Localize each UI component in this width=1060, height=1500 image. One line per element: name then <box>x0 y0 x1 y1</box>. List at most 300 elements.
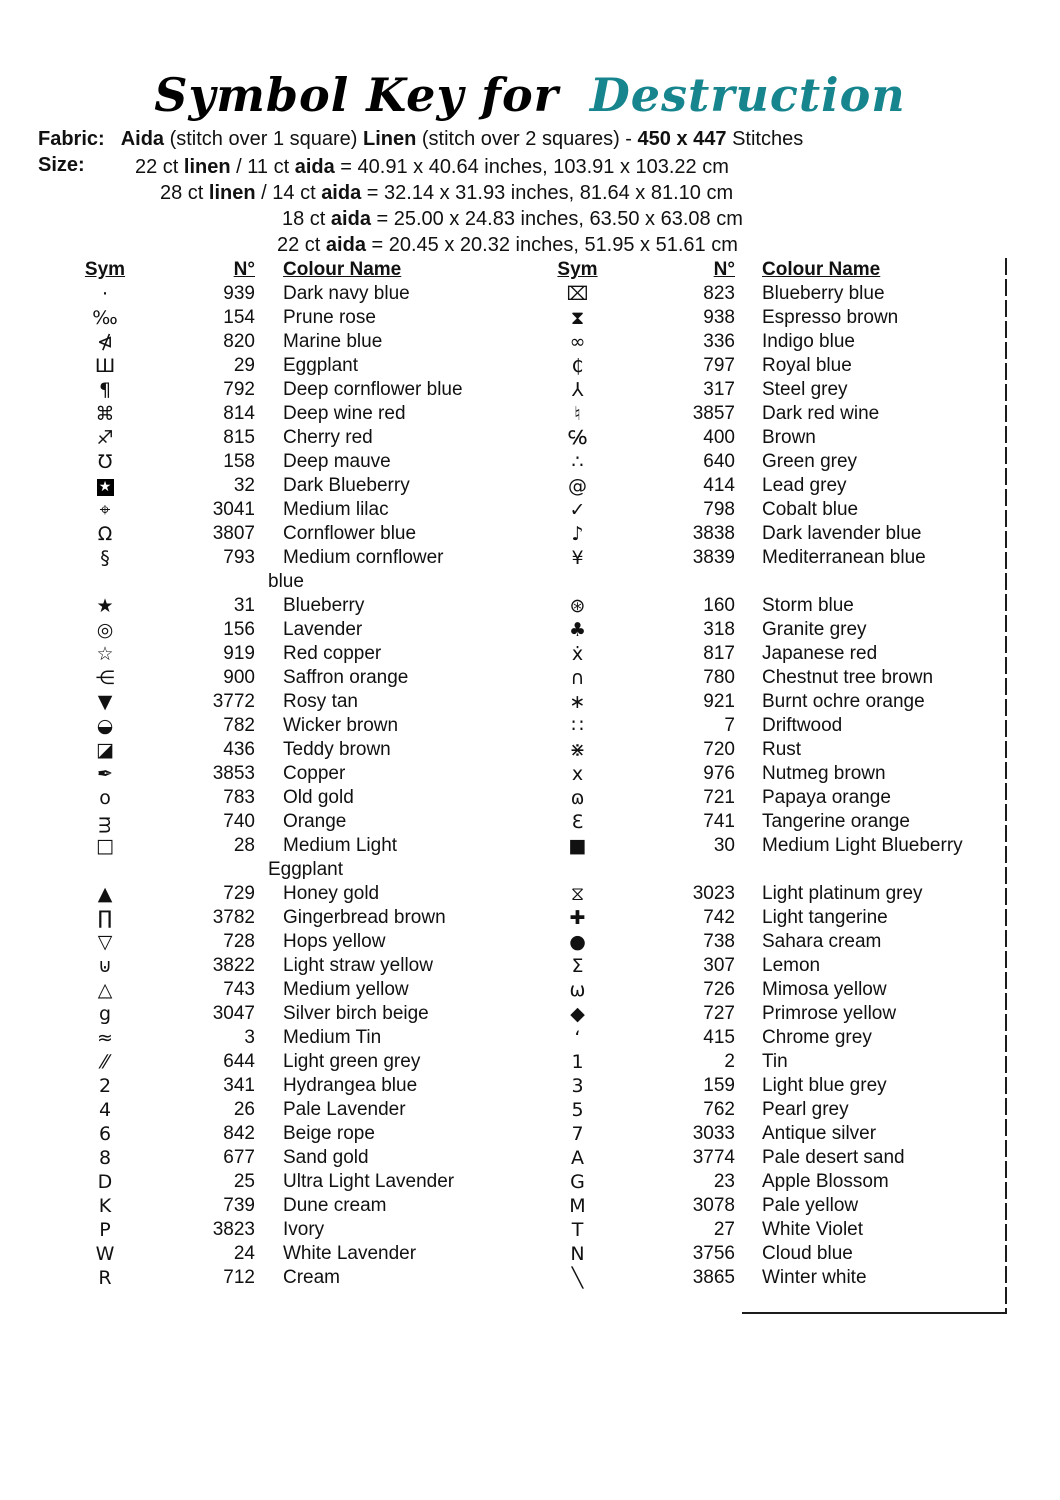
key-row <box>60 282 1010 306</box>
number-cell: 3078 <box>692 1195 735 1216</box>
symbol-cell: § <box>100 547 110 569</box>
symbol-cell: ⁄⁄ <box>101 1051 109 1073</box>
number-cell: 3857 <box>692 403 735 424</box>
colour-name-cell: Dark lavender blue <box>762 523 922 544</box>
number-cell: 640 <box>703 451 735 472</box>
symbol-cell: ■ <box>568 835 587 857</box>
number-cell: 823 <box>703 283 735 304</box>
title-pattern-name: Destruction <box>589 68 906 122</box>
colour-name-cell: Deep wine red <box>283 403 406 424</box>
colour-name-cell: Steel grey <box>762 379 848 400</box>
number-cell: 25 <box>233 1171 255 1192</box>
colour-name-cell: Chestnut tree brown <box>762 667 934 688</box>
key-row <box>60 354 1010 378</box>
size-label: Size: <box>38 154 85 176</box>
number-cell: 644 <box>223 1051 255 1072</box>
title-prefix: Symbol Key for <box>154 68 559 122</box>
colour-name-cell: Pale desert sand <box>762 1147 905 1168</box>
key-row <box>60 594 1010 618</box>
symbol-cell: □ <box>96 835 114 857</box>
key-row <box>60 1098 1010 1122</box>
symbol-cell: ₵ <box>571 355 584 377</box>
symbol-cell: ☆ <box>96 643 114 665</box>
symbol-cell: ● <box>569 931 586 953</box>
symbol-cell: ∴ <box>571 451 584 473</box>
colour-name-cell: Cloud blue <box>762 1243 853 1264</box>
number-cell: 797 <box>703 355 735 376</box>
symbol-cell: K <box>98 1195 112 1217</box>
colour-name-cell: Storm blue <box>762 595 854 616</box>
symbol-cell: ¶ <box>98 379 112 401</box>
symbol-cell: ◪ <box>96 739 114 761</box>
key-row <box>60 1266 1010 1290</box>
key-row <box>60 546 1010 570</box>
symbol-cell: ◎ <box>96 619 114 641</box>
colour-name-cell: Royal blue <box>762 355 852 376</box>
text-segment: linen <box>183 156 231 178</box>
colour-name-cell: Teddy brown <box>283 739 391 760</box>
text-segment: 22 ct <box>135 156 184 178</box>
text-segment: 22 ct <box>277 234 326 256</box>
text-segment: = 20.45 x 20.32 inches, 51.95 x 51.61 cm <box>365 234 738 256</box>
symbol-cell: 3 <box>571 1075 584 1097</box>
colour-name-cell: Medium Tin <box>283 1027 382 1048</box>
symbol-cell: · <box>101 283 109 305</box>
key-row <box>60 618 1010 642</box>
colour-name-cell: Dark Blueberry <box>283 475 410 496</box>
number-cell: 842 <box>223 1123 255 1144</box>
colour-name-cell: Ivory <box>283 1219 325 1240</box>
symbol-cell: 2 <box>98 1075 112 1097</box>
size-line <box>0 206 1060 232</box>
colour-name-cell: Honey gold <box>283 883 380 904</box>
colour-name-cell: White Violet <box>762 1219 864 1240</box>
key-row <box>60 810 1010 834</box>
key-row <box>60 906 1010 930</box>
colour-name-cell: Deep cornflower blue <box>283 379 463 400</box>
key-row <box>60 1026 1010 1050</box>
key-row <box>60 1194 1010 1218</box>
colour-name-cell: Antique silver <box>762 1123 877 1144</box>
colour-name-cell: Copper <box>283 763 346 784</box>
colour-name-cell: Tin <box>762 1051 788 1072</box>
symbol-cell: ᴟ <box>98 811 112 833</box>
header-num-right: N° <box>713 259 735 280</box>
symbol-cell: o <box>99 787 111 809</box>
header-num-left: N° <box>233 259 255 280</box>
symbol-cell: T <box>571 1219 584 1241</box>
symbol-cell: ℅ <box>567 427 588 449</box>
number-cell: 739 <box>223 1195 255 1216</box>
number-cell: 158 <box>223 451 255 472</box>
key-row <box>60 378 1010 402</box>
symbol-cell: ╲ <box>571 1267 584 1289</box>
number-cell: 939 <box>223 283 255 304</box>
number-cell: 741 <box>703 811 735 832</box>
colour-name-cell: Driftwood <box>762 715 843 736</box>
colour-name-cell: Deep mauve <box>283 451 391 472</box>
symbol-cell: ɷ <box>570 787 585 809</box>
symbol-cell: ⌘ <box>95 403 115 425</box>
symbol-cell: ʻ <box>574 1027 581 1049</box>
colour-name-cell: Apple Blossom <box>762 1171 889 1192</box>
number-cell: 792 <box>223 379 255 400</box>
colour-name-cell: Burnt ochre orange <box>762 691 925 712</box>
number-cell: 154 <box>223 307 255 328</box>
number-cell: 307 <box>703 955 735 976</box>
fabric-label: Fabric: <box>38 128 105 150</box>
colour-name-cell: Cherry red <box>283 427 373 448</box>
colour-name-cell: Medium Light <box>283 835 398 856</box>
colour-name-cell: Lemon <box>762 955 821 976</box>
symbol-cell: ∷ <box>571 715 584 737</box>
symbol-cell: ⋇ <box>569 739 586 761</box>
table-right-border <box>1005 258 1007 1314</box>
key-row <box>60 1146 1010 1170</box>
colour-name-cell: Orange <box>283 811 347 832</box>
key-row <box>60 930 1010 954</box>
symbol-cell: ✚ <box>569 907 586 929</box>
colour-name-cell: Hops yellow <box>283 931 386 952</box>
number-cell: 27 <box>713 1219 735 1240</box>
key-row <box>60 1122 1010 1146</box>
text-segment: aida <box>294 156 335 178</box>
header-sym-right: Sym <box>557 259 598 280</box>
key-row <box>60 1074 1010 1098</box>
key-row <box>60 1050 1010 1074</box>
number-cell: 160 <box>703 595 735 616</box>
number-cell: 3774 <box>692 1147 735 1168</box>
colour-name-cell: Cobalt blue <box>762 499 859 520</box>
colour-name-cell: Pale Lavender <box>283 1099 406 1120</box>
key-row <box>60 474 1010 498</box>
colour-name-cell: Hydrangea blue <box>283 1075 418 1096</box>
symbol-cell: D <box>97 1171 113 1193</box>
text-segment: aida <box>330 208 371 230</box>
text-segment: 28 ct <box>160 182 209 204</box>
colour-name-cell: Light straw yellow <box>283 955 433 976</box>
symbol-cell: 6 <box>98 1123 112 1145</box>
key-row <box>60 954 1010 978</box>
colour-name-cell: Mediterranean blue <box>762 547 926 568</box>
colour-name-cell: Marine blue <box>283 331 383 352</box>
symbol-cell: Ɛ <box>571 811 584 833</box>
colour-name-cell: Old gold <box>283 787 354 808</box>
symbol-cell: ‰ <box>92 307 118 329</box>
symbol-cell: g <box>98 1003 112 1025</box>
symbol-cell: 4 <box>98 1099 112 1121</box>
text-segment: aida <box>321 182 362 204</box>
number-cell: 3 <box>244 1027 255 1048</box>
number-cell: 721 <box>703 787 735 808</box>
number-cell: 782 <box>223 715 255 736</box>
symbol-cell: ♮ <box>574 403 581 425</box>
colour-name-cell: Japanese red <box>762 643 878 664</box>
number-cell: 740 <box>223 811 255 832</box>
symbol-cell: ▽ <box>97 931 113 953</box>
number-cell: 24 <box>233 1243 255 1264</box>
symbol-cell: ♪ <box>571 523 584 545</box>
key-row <box>60 1170 1010 1194</box>
colour-name-cell: Mimosa yellow <box>762 979 887 1000</box>
text-segment: = 32.14 x 31.93 inches, 81.64 x 81.10 cm <box>361 182 734 204</box>
key-row <box>60 306 1010 330</box>
key-row <box>60 882 1010 906</box>
colour-name-cell: Cornflower blue <box>283 523 417 544</box>
number-cell: 156 <box>223 619 255 640</box>
text-segment: Linen <box>363 128 417 150</box>
colour-name-cell: Light green grey <box>283 1051 421 1072</box>
symbol-cell: 7 <box>571 1123 584 1145</box>
table-bottom-border <box>742 1312 1007 1314</box>
number-cell: 727 <box>703 1003 735 1024</box>
number-cell: 3822 <box>212 955 255 976</box>
colour-name-cell: Blueberry <box>283 595 365 616</box>
symbol-cell: 5 <box>571 1099 584 1121</box>
symbol-cell: R <box>98 1267 112 1289</box>
number-cell: 3772 <box>212 691 255 712</box>
symbol-cell <box>60 474 150 498</box>
colour-name-cell: Beige rope <box>283 1123 375 1144</box>
key-row <box>60 738 1010 762</box>
colour-name-cell: Chrome grey <box>762 1027 872 1048</box>
colour-name-cell: Pale yellow <box>762 1195 859 1216</box>
key-row <box>60 834 1010 858</box>
symbol-cell: ∗ <box>569 691 586 713</box>
number-cell: 31 <box>233 595 255 616</box>
number-cell: 3782 <box>212 907 255 928</box>
size-lines <box>0 154 1060 258</box>
text-segment: / 11 ct <box>230 156 295 178</box>
number-cell: 3865 <box>692 1267 735 1288</box>
number-cell: 762 <box>703 1099 735 1120</box>
colour-name-cell: Nutmeg brown <box>762 763 886 784</box>
key-row <box>60 1242 1010 1266</box>
text-segment: 18 ct <box>282 208 331 230</box>
colour-name-cell: Winter white <box>762 1267 867 1288</box>
colour-name-cell: Dark red wine <box>762 403 880 424</box>
symbol-cell: ≈ <box>97 1027 113 1049</box>
symbol-cell: ▼ <box>97 691 113 713</box>
text-segment: Stitches <box>726 128 804 150</box>
colour-name-continuation: Eggplant <box>268 859 344 880</box>
number-cell: 415 <box>703 1027 735 1048</box>
symbol-cell: ∩ <box>570 667 585 689</box>
colour-name-cell: Primrose yellow <box>762 1003 897 1024</box>
number-cell: 29 <box>233 355 255 376</box>
colour-name-cell: Medium Light Blueberry <box>762 835 963 856</box>
symbol-cell: ⊍ <box>98 955 112 977</box>
symbol-cell: P <box>99 1219 111 1241</box>
text-segment: aida <box>325 234 366 256</box>
colour-name-cell: Dark navy blue <box>283 283 410 304</box>
symbol-cell: N <box>570 1243 585 1265</box>
number-cell: 976 <box>703 763 735 784</box>
colour-name-cell: Light blue grey <box>762 1075 887 1096</box>
page-title <box>0 68 1060 122</box>
number-cell: 729 <box>223 883 255 904</box>
text-segment: / 14 ct <box>255 182 322 204</box>
key-row <box>60 1218 1010 1242</box>
symbol-cell: 1 <box>571 1051 584 1073</box>
number-cell: 2 <box>724 1051 735 1072</box>
symbol-cell: ◆ <box>570 1003 585 1025</box>
symbol-cell: ⧖ <box>570 883 585 905</box>
colour-name-cell: Saffron orange <box>283 667 409 688</box>
colour-name-cell: Espresso brown <box>762 307 899 328</box>
number-cell: 341 <box>223 1075 255 1096</box>
colour-name-cell: Silver birch beige <box>283 1003 429 1024</box>
key-row <box>60 1002 1010 1026</box>
number-cell: 780 <box>703 667 735 688</box>
wrapped-name-row <box>60 570 1010 594</box>
number-cell: 336 <box>703 331 735 352</box>
number-cell: 317 <box>703 379 735 400</box>
symbol-cell: ★ <box>96 595 114 617</box>
symbol-cell: ẋ <box>571 643 584 665</box>
number-cell: 3023 <box>692 883 735 904</box>
number-cell: 26 <box>233 1099 255 1120</box>
colour-name-cell: Tangerine orange <box>762 811 910 832</box>
symbol-cell: ⋲ <box>95 667 115 689</box>
number-cell: 3033 <box>692 1123 735 1144</box>
symbol-cell: ⅄ <box>571 379 584 401</box>
number-cell: 436 <box>223 739 255 760</box>
colour-name-cell: Cream <box>283 1267 341 1288</box>
colour-name-cell: Prune rose <box>283 307 376 328</box>
colour-name-cell: Light tangerine <box>762 907 888 928</box>
symbol-key-table <box>60 258 1010 1290</box>
number-cell: 900 <box>223 667 255 688</box>
key-row <box>60 330 1010 354</box>
key-row <box>60 666 1010 690</box>
number-cell: 743 <box>223 979 255 1000</box>
text-segment: = 40.91 x 40.64 inches, 103.91 x 103.22 cm <box>334 156 729 178</box>
symbol-cell: ⧗ <box>570 307 585 329</box>
colour-name-cell: Medium cornflower <box>283 547 444 568</box>
size-line <box>0 232 1060 258</box>
number-cell: 3839 <box>692 547 735 568</box>
number-cell: 414 <box>703 475 735 496</box>
number-cell: 32 <box>233 475 255 496</box>
key-row <box>60 714 1010 738</box>
symbol-cell: Ш <box>94 355 116 377</box>
colour-name-cell: Wicker brown <box>283 715 399 736</box>
symbol-cell: ¥ <box>571 547 584 569</box>
key-row <box>60 978 1010 1002</box>
symbol-cell: ω <box>569 979 586 1001</box>
colour-name-cell: Light platinum grey <box>762 883 923 904</box>
colour-name-continuation: blue <box>268 571 304 592</box>
number-cell: 814 <box>223 403 255 424</box>
colour-name-cell: Sand gold <box>283 1147 369 1168</box>
symbol-cell: W <box>95 1243 115 1265</box>
symbol-cell: ⊛ <box>569 595 586 617</box>
number-cell: 3853 <box>212 763 255 784</box>
symbol-cell: ✓ <box>569 499 586 521</box>
colour-name-cell: White Lavender <box>283 1243 417 1264</box>
colour-name-cell: Pearl grey <box>762 1099 849 1120</box>
number-cell: 7 <box>724 715 735 736</box>
symbol-cell: 8 <box>98 1147 112 1169</box>
number-cell: 3823 <box>212 1219 255 1240</box>
key-row <box>60 426 1010 450</box>
number-cell: 30 <box>713 835 735 856</box>
number-cell: 712 <box>223 1267 255 1288</box>
colour-name-cell: Gingerbread brown <box>283 907 446 928</box>
number-cell: 3756 <box>692 1243 735 1264</box>
colour-name-cell: Medium lilac <box>283 499 389 520</box>
colour-name-cell: Rosy tan <box>283 691 358 712</box>
number-cell: 28 <box>233 835 255 856</box>
colour-name-cell: Lead grey <box>762 475 847 496</box>
key-row <box>60 642 1010 666</box>
symbol-cell: ✒ <box>97 763 113 785</box>
number-cell: 921 <box>703 691 735 712</box>
key-row <box>60 762 1010 786</box>
number-cell: 738 <box>703 931 735 952</box>
text-segment: linen <box>208 182 256 204</box>
number-cell: 783 <box>223 787 255 808</box>
text-segment: (stitch over 1 square) <box>164 128 363 150</box>
size-line <box>0 154 1060 180</box>
key-row <box>60 786 1010 810</box>
symbol-cell: ∞ <box>569 331 586 353</box>
fabric-line <box>38 128 803 151</box>
text-segment: Aida <box>120 128 165 150</box>
symbol-cell: @ <box>568 475 587 497</box>
symbol-cell: ♣ <box>568 619 587 641</box>
symbol-cell: Ω <box>97 523 113 545</box>
colour-name-cell: Green grey <box>762 451 858 472</box>
colour-name-cell: Dune cream <box>283 1195 387 1216</box>
text-segment: = 25.00 x 24.83 inches, 63.50 x 63.08 cm <box>370 208 743 230</box>
header-sym-left: Sym <box>84 259 126 280</box>
number-cell: 23 <box>713 1171 735 1192</box>
number-cell: 798 <box>703 499 735 520</box>
number-cell: 3838 <box>692 523 735 544</box>
text-segment: 450 x 447 <box>637 128 727 150</box>
symbol-cell: Σ <box>571 955 584 977</box>
symbol-cell: △ <box>97 979 113 1001</box>
number-cell: 159 <box>703 1075 735 1096</box>
colour-name-cell: Papaya orange <box>762 787 891 808</box>
wrapped-name-row <box>60 858 1010 882</box>
number-cell: 3041 <box>212 499 255 520</box>
number-cell: 817 <box>703 643 735 664</box>
symbol-cell: ▲ <box>97 883 113 905</box>
header-name-left: Colour Name <box>283 259 402 280</box>
colour-name-cell: Sahara cream <box>762 931 882 952</box>
header-name-right: Colour Name <box>762 259 881 280</box>
colour-name-cell: Ultra Light Lavender <box>283 1171 455 1192</box>
colour-name-cell: Indigo blue <box>762 331 855 352</box>
key-row <box>60 690 1010 714</box>
colour-name-cell: Brown <box>762 427 816 448</box>
colour-name-cell: Rust <box>762 739 802 760</box>
size-line <box>0 180 1060 206</box>
colour-name-cell: Lavender <box>283 619 363 640</box>
symbol-cell: ∏ <box>97 907 113 929</box>
symbol-cell: ◒ <box>96 715 114 737</box>
colour-name-cell: Eggplant <box>283 355 359 376</box>
key-row <box>60 450 1010 474</box>
fabric-details <box>121 128 804 150</box>
symbol-cell: ⌧ <box>566 283 589 305</box>
colour-name-cell: Red copper <box>283 643 382 664</box>
number-cell: 919 <box>223 643 255 664</box>
number-cell: 720 <box>703 739 735 760</box>
